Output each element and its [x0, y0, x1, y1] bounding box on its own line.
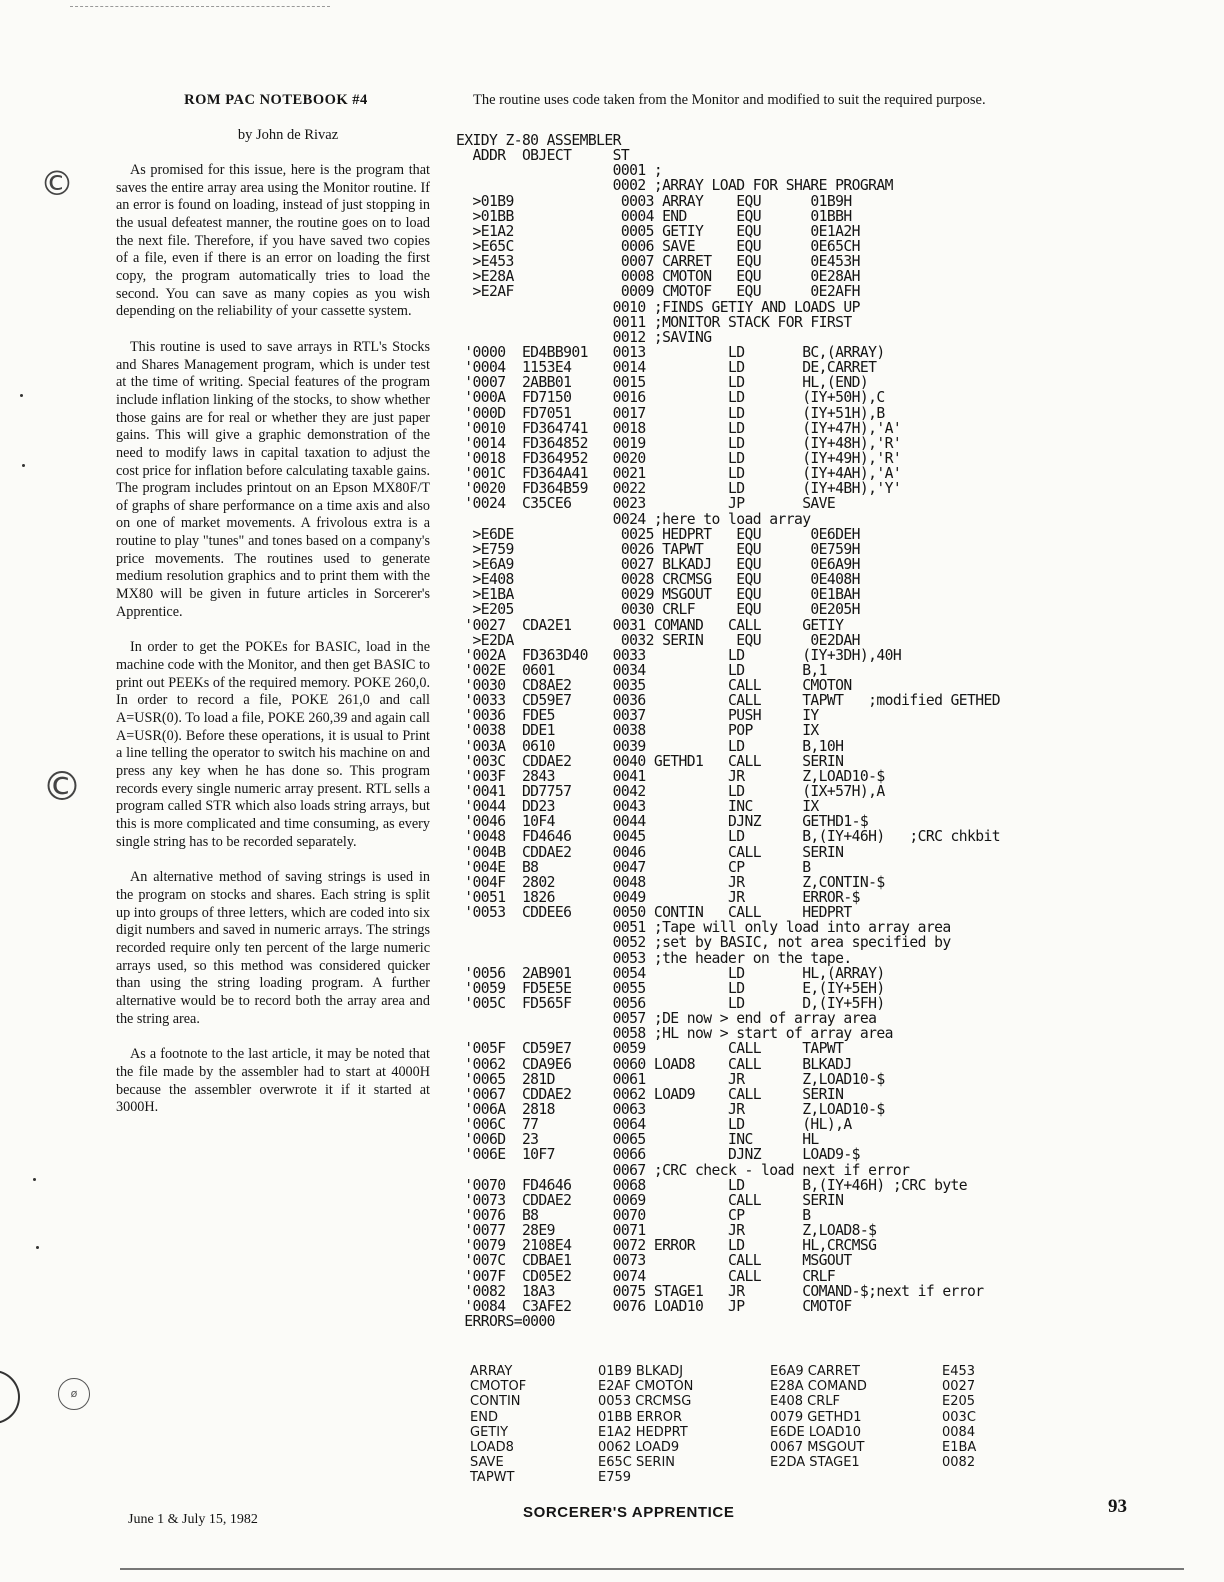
- symbol-cell: E453: [942, 1364, 976, 1379]
- article-paragraph: In order to get the POKEs for BASIC, load in the machine code with the Monitor, and then get BASIC to print out PEEKs of the required memory. POKE 260,0. In order to record a file, POKE 261,0 and call A=USR(0). To load a file, POKE 260,39 and again call A=USR(0). Before these operations, it is usual to Print a line telling the operator to switch his machine on and press any key when he has done so. This program records every single numeric array present. RTL sells a program called STR which also loads string arrays, but this is more complicated and time consuming, as every single string has to be recorded separately.: [116, 639, 430, 850]
- speck: [22, 464, 25, 467]
- listing-line: '004B CDDAE2 0046 CALL SERIN: [456, 843, 844, 861]
- listing-line: ADDR OBJECT ST: [456, 147, 630, 165]
- listing-line: '001C FD364A41 0021 LD (IY+4AH),'A': [456, 465, 902, 483]
- listing-line: '0010 FD364741 0018 LD (IY+47H),'A': [456, 419, 902, 437]
- listing-line: 0012 ;SAVING: [456, 328, 712, 346]
- symbol-cell: E28A COMAND: [770, 1379, 867, 1395]
- symbol-cell: E1BA: [942, 1439, 977, 1455]
- listing-line: ERRORS=0000: [456, 1312, 555, 1330]
- article-paragraph: This routine is used to save arrays in RTL's Stocks and Shares Management program, which is under test at the time of writing. Special features of the program include inflation linking of the stocks, to show whether those gains are for real or whether they are just paper gains. This will give a graphic demonstration of the need to modify laws in capital taxation to adjust the cost price for inflation before calculating taxable gains. The program includes printout on an Epson MX80F/T of graphs of share performance on a time axis and also on one of market movements. A frivolous extra is a routine to play "tunes" and tones based on a company's price movements. The routines used to generate medium resolution graphics and to print them with the MX80 will be given in future articles in Sorcerer's Apprentice.: [116, 338, 430, 620]
- symbol-cell: 0082: [942, 1455, 976, 1471]
- listing-line: '0027 CDA2E1 0031 COMAND CALL GETIY: [456, 616, 844, 634]
- listing-line: '002E 0601 0034 LD B,1: [456, 661, 827, 679]
- article-byline: by John de Rivaz: [237, 127, 339, 143]
- listing-line: '0056 2AB901 0054 LD HL,(ARRAY): [456, 964, 885, 982]
- listing-line: '0038 DDE1 0038 POP IX: [456, 722, 819, 740]
- listing-line: 0053 ;the header on the tape.: [456, 949, 852, 967]
- symbol-cell: SAVE: [470, 1455, 504, 1471]
- footer-date: June 1 & July 15, 1982: [128, 1512, 258, 1527]
- listing-line: >E1A2 0005 GETIY EQU 0E1A2H: [456, 222, 860, 240]
- listing-line: 0051 ;Tape will only load into array area: [456, 919, 951, 937]
- symbol-cell: TAPWT: [470, 1470, 515, 1486]
- listing-line: '0082 18A3 0075 STAGE1 JR COMAND-$;next if error: [456, 1282, 984, 1300]
- listing-line: '0053 CDDEE6 0050 CONTIN CALL HEDPRT: [456, 904, 852, 922]
- symbol-cell: E2AF CMOTON: [598, 1379, 694, 1395]
- bottom-rule: [120, 1568, 1184, 1570]
- listing-line: >E453 0007 CARRET EQU 0E453H: [456, 253, 860, 271]
- listing-line: '0041 DD7757 0042 LD (IX+57H),A: [456, 783, 885, 801]
- listing-line: '005C FD565F 0056 LD D,(IY+5FH): [456, 995, 885, 1013]
- symbol-cell: 01BB ERROR: [598, 1409, 683, 1425]
- listing-line: '000A FD7150 0016 LD (IY+50H),C: [456, 389, 885, 407]
- symbol-cell: E759: [598, 1470, 632, 1486]
- symbol-cell: 0027: [942, 1379, 976, 1395]
- listing-line: '006A 2818 0063 JR Z,LOAD10-$: [456, 1101, 885, 1118]
- listing-line: >E2DA 0032 SERIN EQU 0E2DAH: [456, 631, 860, 649]
- listing-line: '000D FD7051 0017 LD (IY+51H),B: [456, 404, 885, 422]
- listing-line: '0014 FD364852 0019 LD (IY+48H),'R': [456, 434, 902, 452]
- listing-line: >E408 0028 CRCMSG EQU 0E408H: [456, 571, 860, 589]
- listing-line: '0051 1826 0049 JR ERROR-$: [456, 889, 860, 907]
- listing-line: >E2AF 0009 CMOTOF EQU 0E2AFH: [456, 283, 860, 301]
- listing-line: >E28A 0008 CMOTON EQU 0E28AH: [456, 268, 860, 286]
- listing-line: '0004 1153E4 0014 LD DE,CARRET: [456, 359, 877, 377]
- listing-line: '006D 23 0065 INC HL: [456, 1131, 819, 1149]
- listing-line: '0076 B8 0070 CP B: [456, 1206, 811, 1224]
- listing-line: '0077 28E9 0071 JR Z,LOAD8-$: [456, 1222, 877, 1240]
- listing-line: >E6DE 0025 HEDPRT EQU 0E6DEH: [456, 525, 860, 543]
- listing-line: '007C CDBAE1 0073 CALL MSGOUT: [456, 1252, 852, 1270]
- symbol-cell: 0067 MSGOUT: [770, 1439, 865, 1455]
- symbol-cell: GETIY: [470, 1424, 509, 1440]
- listing-line: '006E 10F7 0066 DJNZ LOAD9-$: [456, 1146, 860, 1164]
- symbol-cell: E6A9 CARRET: [770, 1364, 860, 1379]
- listing-line: >E65C 0006 SAVE EQU 0E65CH: [456, 237, 860, 255]
- listing-line: >E1BA 0029 MSGOUT EQU 0E1BAH: [456, 586, 860, 604]
- listing-line: >E759 0026 TAPWT EQU 0E759H: [456, 540, 860, 558]
- listing-line: '004F 2802 0048 JR Z,CONTIN-$: [456, 873, 885, 891]
- footer-magazine: SORCERER'S APPRENTICE: [523, 1504, 735, 1521]
- symbol-cell: E408 CRLF: [770, 1394, 840, 1410]
- article-paragraph: As promised for this issue, here is the program that saves the entire array area using the Monitor routine. If an error is found on loading, instead of just stopping in the usual defeatest manner, the routine goes on to load the next file. Therefore, if you have saved two copies of a file, even if there is an error on loading the first copy, the program automatically tries to load the second. You can save as many copies as you wish depending on the reliability of your cassette system.: [116, 162, 430, 320]
- page-number: 93: [1108, 1496, 1127, 1517]
- binder-edge-mark: [0, 1370, 20, 1424]
- listing-line: >01B9 0003 ARRAY EQU 01B9H: [456, 192, 852, 210]
- symbol-cell: 0079 GETHD1: [770, 1409, 862, 1425]
- speck: [36, 1246, 39, 1249]
- listing-line: '0062 CDA9E6 0060 LOAD8 CALL BLKADJ: [456, 1055, 852, 1073]
- listing-line: '005F CD59E7 0059 CALL TAPWT: [456, 1040, 844, 1058]
- article-paragraph: An alternative method of saving strings is used in the program on stocks and shares. Each string is split up into groups of three letters, which are coded into six digit numbers and saved in numeric arrays. The strings recorded require only ten percent of the large numeric arrays used, so this method was considered quicker than using the string loading program. A further alternative would be to record both the array area and the string area.: [116, 869, 430, 1027]
- listing-line: '0079 2108E4 0072 ERROR LD HL,CRCMSG: [456, 1237, 877, 1255]
- listing-line: 0011 ;MONITOR STACK FOR FIRST: [456, 313, 852, 331]
- listing-line: '003A 0610 0039 LD B,10H: [456, 737, 844, 755]
- speck: [33, 1178, 36, 1181]
- symbol-cell: 0084: [942, 1424, 976, 1440]
- listing-line: '0073 CDDAE2 0069 CALL SERIN: [456, 1191, 844, 1209]
- listing-line: '004E B8 0047 CP B: [456, 858, 811, 876]
- listing-line: '0018 FD364952 0020 LD (IY+49H),'R': [456, 449, 902, 467]
- symbol-cell: 0053 CRCMSG: [598, 1394, 692, 1410]
- symbol-cell: 01B9 BLKADJ: [598, 1364, 684, 1379]
- listing-line: '0065 281D 0061 JR Z,LOAD10-$: [456, 1070, 885, 1088]
- listing-line: [456, 1329, 1000, 1344]
- listing-line: EXIDY Z-80 ASSEMBLER: [456, 132, 621, 149]
- listing-line: '0024 C35CE6 0023 JP SAVE: [456, 495, 836, 513]
- symbol-cell: E2DA STAGE1: [770, 1455, 860, 1471]
- binder-hole-mark: ©: [42, 764, 82, 810]
- listing-line: '0020 FD364B59 0022 LD (IY+4BH),'Y': [456, 480, 902, 498]
- symbol-cell: ARRAY: [470, 1364, 513, 1379]
- listing-line: '002A FD363D40 0033 LD (IY+3DH),40H: [456, 646, 902, 664]
- listing-line: '003C CDDAE2 0040 GETHD1 CALL SERIN: [456, 752, 844, 770]
- listing-line: '0048 FD4646 0045 LD B,(IY+46H) ;CRC chkbit: [456, 828, 1001, 846]
- symbol-cell: CMOTOF: [470, 1379, 527, 1395]
- listing-line: 0002 ;ARRAY LOAD FOR SHARE PROGRAM: [456, 177, 893, 195]
- listing-line: '006C 77 0064 LD (HL),A: [456, 1116, 852, 1134]
- listing-line: '0059 FD5E5E 0055 LD E,(IY+5EH): [456, 979, 885, 997]
- listing-line: '0044 DD23 0043 INC IX: [456, 798, 819, 816]
- symbol-cell: E6DE LOAD10: [770, 1424, 862, 1440]
- listing-line: 0058 ;HL now > start of array area: [456, 1025, 893, 1043]
- listing-line: '0070 FD4646 0068 LD B,(IY+46H) ;CRC byte: [456, 1176, 968, 1194]
- listing-line: '0007 2ABB01 0015 LD HL,(END): [456, 374, 869, 392]
- symbol-cell: LOAD8: [470, 1439, 514, 1455]
- symbol-cell: E205: [942, 1394, 976, 1410]
- listing-line: '0000 ED4BB901 0013 LD BC,(ARRAY): [456, 343, 885, 361]
- listing-line: 0067 ;CRC check - load next if error: [456, 1161, 910, 1179]
- assembler-listing: [456, 133, 1000, 1344]
- symbol-cell: CONTIN: [470, 1394, 521, 1410]
- listing-line: 0057 ;DE now > end of array area: [456, 1010, 877, 1028]
- listing-line: 0001 ;: [456, 162, 663, 180]
- article-column: [116, 92, 430, 1135]
- symbol-cell: 0062 LOAD9: [598, 1439, 680, 1455]
- symbol-cell: E65C SERIN: [598, 1455, 676, 1471]
- article-paragraph: As a footnote to the last article, it may be noted that the file made by the assembler had to start at 4000H because the assembler overwrote it if it started at 3000H.: [116, 1046, 430, 1116]
- article-title: ROM PAC NOTEBOOK #4: [184, 92, 368, 108]
- listing-line: '0033 CD59E7 0036 CALL TAPWT ;modified GETHED: [456, 692, 1001, 710]
- listing-line: >E6A9 0027 BLKADJ EQU 0E6A9H: [456, 555, 860, 573]
- listing-line: 0024 ;here to load array: [456, 510, 811, 528]
- listing-line: '007F CD05E2 0074 CALL CRLF: [456, 1267, 836, 1285]
- listing-line: '003F 2843 0041 JR Z,LOAD10-$: [456, 767, 885, 785]
- speck: [20, 394, 23, 397]
- symbol-cell: E1A2 HEDPRT: [598, 1424, 688, 1440]
- listing-line: 0052 ;set by BASIC, not area specified by: [456, 934, 951, 952]
- symbol-cell: 003C: [942, 1409, 976, 1425]
- binder-ring-mark: ø: [58, 1378, 90, 1410]
- listing-line: >E205 0030 CRLF EQU 0E205H: [456, 601, 860, 619]
- binder-hole-mark: ©: [40, 164, 74, 204]
- top-rule: [70, 6, 330, 7]
- listing-line: '0084 C3AFE2 0076 LOAD10 JP CMOTOF: [456, 1297, 852, 1315]
- listing-line: 0010 ;FINDS GETIY AND LOADS UP: [456, 298, 860, 316]
- listing-line: '0030 CD8AE2 0035 CALL CMOTON: [456, 677, 852, 695]
- symbol-cell: END: [470, 1409, 498, 1425]
- listing-line: '0046 10F4 0044 DJNZ GETHD1-$: [456, 813, 869, 831]
- listing-line: '0036 FDE5 0037 PUSH IY: [456, 707, 819, 725]
- listing-intro: The routine uses code taken from the Monitor and modified to suit the required purpose.: [473, 92, 986, 108]
- listing-line: >01BB 0004 END EQU 01BBH: [456, 207, 852, 225]
- listing-line: '0067 CDDAE2 0062 LOAD9 CALL SERIN: [456, 1085, 844, 1103]
